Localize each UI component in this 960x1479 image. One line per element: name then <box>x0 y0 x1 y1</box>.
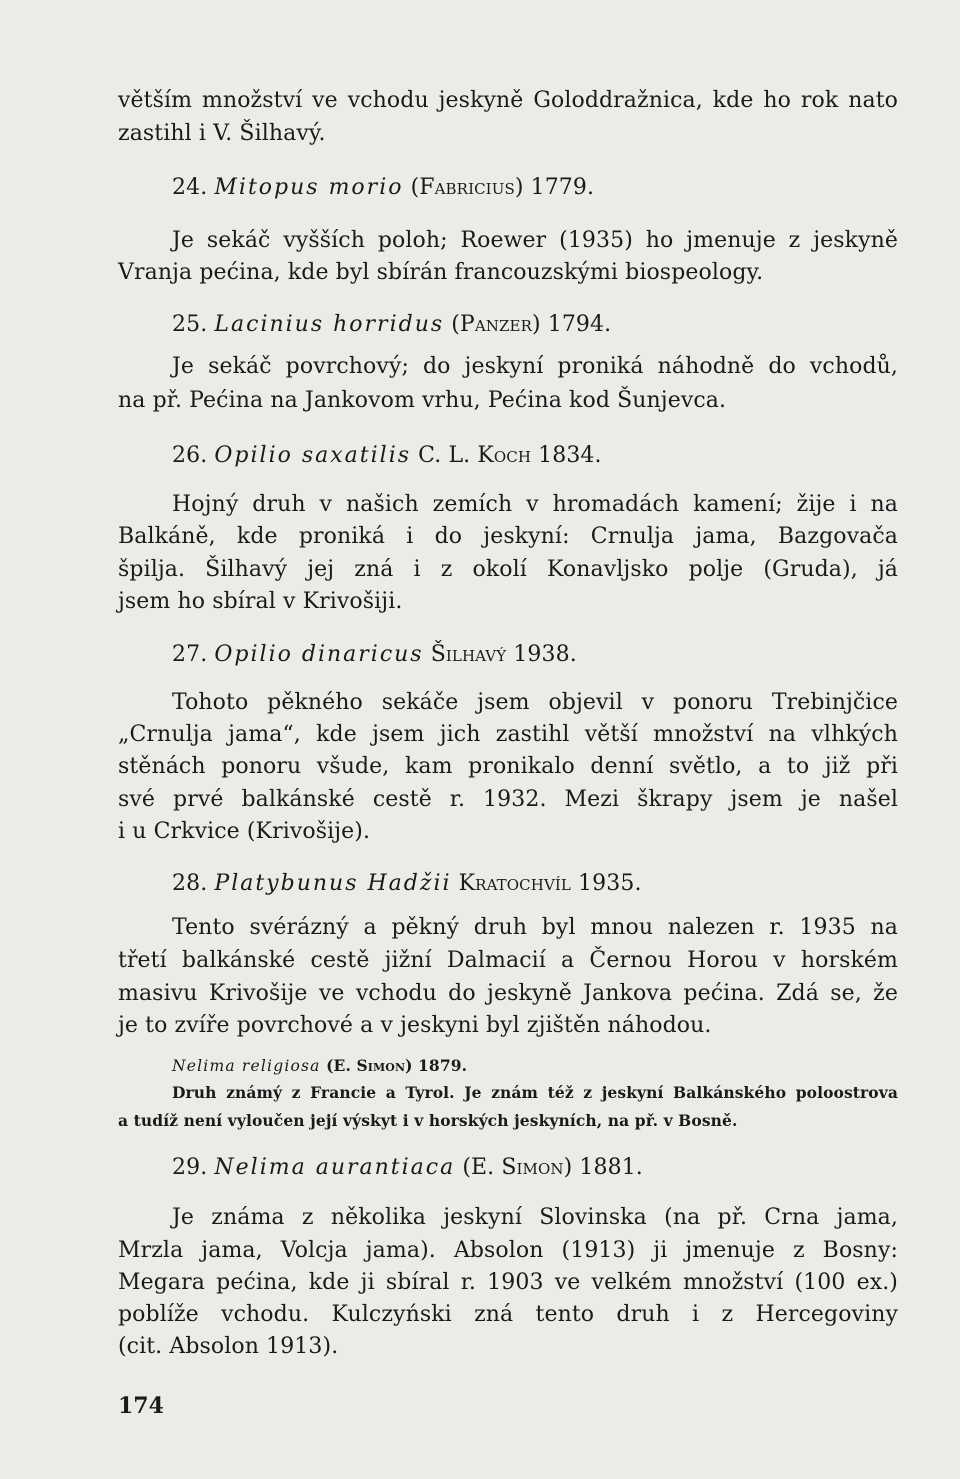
species-heading: 26. Opilio saxatilis C. L. Koch 1834. <box>172 443 602 468</box>
text-line: Megara pećina, kde ji sbíral r. 1903 ve velkém množství (100 ex.) <box>118 1270 898 1295</box>
text-line: poblíže vchodu. Kulczyński zná tento druh i z Hercegoviny <box>118 1302 898 1327</box>
text-line: „Crnulja jama“, kde jsem jich zastihl větší množství na vlhkých <box>118 722 898 747</box>
text-line: Tohoto pěkného sekáče jsem objevil v ponoru Trebinjčice <box>172 690 898 715</box>
text-line: na př. Pećina na Jankovom vrhu, Pećina kod Šunjevca. <box>118 388 727 413</box>
text-line: zastihl i V. Šilhavý. <box>118 121 326 146</box>
text-line: své prvé balkánské cestě r. 1932. Mezi škrapy jsem je našel <box>118 787 898 812</box>
text-line: třetí balkánské cestě jižní Dalmacií a Černou Horou v horském <box>118 948 898 973</box>
text-line-small: a tudíž není vyloučen její výskyt i v horských jeskyních, na př. v Bosně. <box>118 1111 738 1130</box>
text-line: Hojný druh v našich zemích v hromadách kamení; žije i na <box>172 492 898 517</box>
text-line: Vranja pećina, kde byl sbírán francouzskými biospeology. <box>118 260 764 285</box>
species-heading: 24. Mitopus morio (Fabricius) 1779. <box>172 175 595 200</box>
text-line: Tento svérázný a pěkný druh byl mnou nalezen r. 1935 na <box>172 915 898 940</box>
text-line: Balkáně, kde proniká i do jeskyní: Crnulja jama, Bazgovača <box>118 524 898 549</box>
page-number: 174 <box>118 1393 164 1419</box>
text-line: stěnách ponoru všude, kam pronikalo denní světlo, a to již při <box>118 754 898 779</box>
species-heading: 25. Lacinius horridus (Panzer) 1794. <box>172 312 612 337</box>
text-line: i u Crkvice (Krivošije). <box>118 819 371 844</box>
text-line: jsem ho sbíral v Krivošiji. <box>118 589 403 614</box>
text-line-small: Druh známý z Francie a Tyrol. Je znám též z jeskyní Balkánského poloostrova <box>172 1083 898 1102</box>
text-line: Je sekáč vyšších poloh; Roewer (1935) ho jmenuje z jeskyně <box>172 228 898 253</box>
text-line: Je sekáč povrchový; do jeskyní proniká náhodně do vchodů, <box>172 354 898 379</box>
text-line: masivu Krivošije ve vchodu do jeskyně Jankova pećina. Zdá se, že <box>118 981 898 1006</box>
text-line: Mrzla jama, Volcja jama). Absolon (1913) ji jmenuje z Bosny: <box>118 1238 898 1263</box>
text-line: špilja. Šilhavý jej zná i z okolí Konavljsko polje (Gruda), já <box>118 557 898 582</box>
text-line: je to zvíře povrchové a v jeskyni byl zjištěn náhodou. <box>118 1013 712 1038</box>
species-heading: 27. Opilio dinaricus Šilhavý 1938. <box>172 642 577 667</box>
species-heading-small: Nelima religiosa (E. Simon) 1879. <box>172 1056 468 1075</box>
species-heading: 28. Platybunus Hadžii Kratochvíl 1935. <box>172 871 642 896</box>
species-heading: 29. Nelima aurantiaca (E. Simon) 1881. <box>172 1155 643 1180</box>
text-line: větším množství ve vchodu jeskyně Goloddražnica, kde ho rok nato <box>118 88 898 113</box>
text-line: Je známa z několika jeskyní Slovinska (na př. Crna jama, <box>172 1205 898 1230</box>
text-line: (cit. Absolon 1913). <box>118 1334 339 1359</box>
